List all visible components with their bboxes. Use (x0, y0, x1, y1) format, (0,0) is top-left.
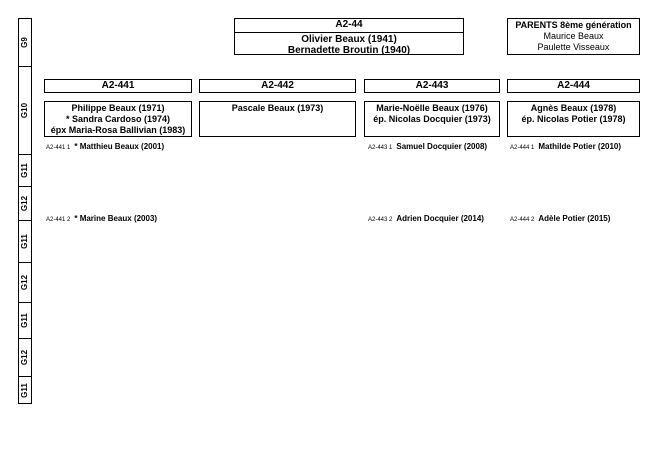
parents-gen8-grandmother: Paulette Visseaux (537, 42, 610, 52)
spouse-name: ép. Nicolas Docquier (1973) (373, 114, 491, 124)
child-name: Adrien Docquier (2014) (396, 214, 484, 223)
generation-label-text: G11 (20, 313, 29, 328)
generation-label-g10 (18, 66, 32, 154)
generation-label-text: G11 (20, 234, 29, 249)
child-entry (510, 214, 610, 223)
child-name: Adèle Potier (2015) (538, 214, 611, 223)
child-id: A2-443 1 (368, 145, 393, 151)
generation-label-g11 (18, 154, 32, 186)
spouse-name: ép. Nicolas Potier (1978) (521, 114, 626, 124)
parents-gen8-title: PARENTS 8ème génération (515, 20, 632, 30)
branch-couple-box (44, 101, 192, 137)
child-id: A2-441 1 (46, 145, 71, 151)
child-name: Samuel Docquier (2008) (396, 142, 488, 151)
child-entry (368, 214, 484, 223)
child-id: A2-444 1 (510, 145, 535, 151)
generation-label-g12 (18, 186, 32, 220)
child-name: * Marine Beaux (2003) (74, 214, 158, 223)
generation-label-g11 (18, 376, 32, 404)
parent-couple-father: Olivier Beaux (1941) (301, 34, 397, 45)
person-name: Pascale Beaux (1973) (231, 103, 324, 113)
generation-label-text: G10 (20, 102, 29, 119)
branch-code-box: A2-443 (364, 79, 500, 93)
child-id: A2-444 2 (510, 217, 535, 223)
generation-column (18, 18, 32, 404)
parent-couple-box (234, 18, 464, 55)
generation-label-text: G12 (20, 274, 29, 291)
branch-code-box: A2-444 (507, 79, 640, 93)
child-entry (46, 142, 164, 151)
generation-label-g11 (18, 302, 32, 338)
generation-label-text: G9 (19, 37, 29, 48)
parent-couple-code: A2-44 (235, 19, 463, 33)
branch-couple-box (364, 101, 500, 137)
spouse-name: épx Maria-Rosa Ballivian (1983) (50, 125, 186, 135)
child-entry (46, 214, 157, 223)
person-name: Marie-Noëlle Beaux (1976) (376, 103, 488, 113)
branch-couple-box (199, 101, 356, 137)
child-id: A2-441 2 (46, 217, 71, 223)
person-name: Agnès Beaux (1978) (530, 103, 617, 113)
parents-gen8-box (507, 18, 640, 55)
generation-label-text: G11 (20, 163, 29, 178)
generation-label-g12 (18, 338, 32, 376)
branch-couple-box (507, 101, 640, 137)
child-name: * Matthieu Beaux (2001) (74, 142, 165, 151)
parent-couple-mother: Bernadette Broutin (1940) (287, 45, 411, 56)
generation-label-text: G12 (20, 195, 29, 212)
branch-code-box: A2-441 (44, 79, 192, 93)
generation-label-text: G11 (20, 382, 29, 398)
branch-code-box: A2-442 (199, 79, 356, 93)
generation-label-text: G12 (20, 349, 29, 366)
generation-label-g9 (18, 18, 32, 66)
person-name: Philippe Beaux (1971) (71, 103, 165, 113)
parents-gen8-grandfather: Maurice Beaux (543, 31, 604, 41)
child-name: Mathilde Potier (2010) (538, 142, 622, 151)
child-id: A2-443 2 (368, 217, 393, 223)
spouse-name: * Sandra Cardoso (1974) (65, 114, 171, 124)
child-entry (368, 142, 487, 151)
child-entry (510, 142, 621, 151)
generation-label-g11 (18, 220, 32, 262)
generation-label-g12 (18, 262, 32, 302)
